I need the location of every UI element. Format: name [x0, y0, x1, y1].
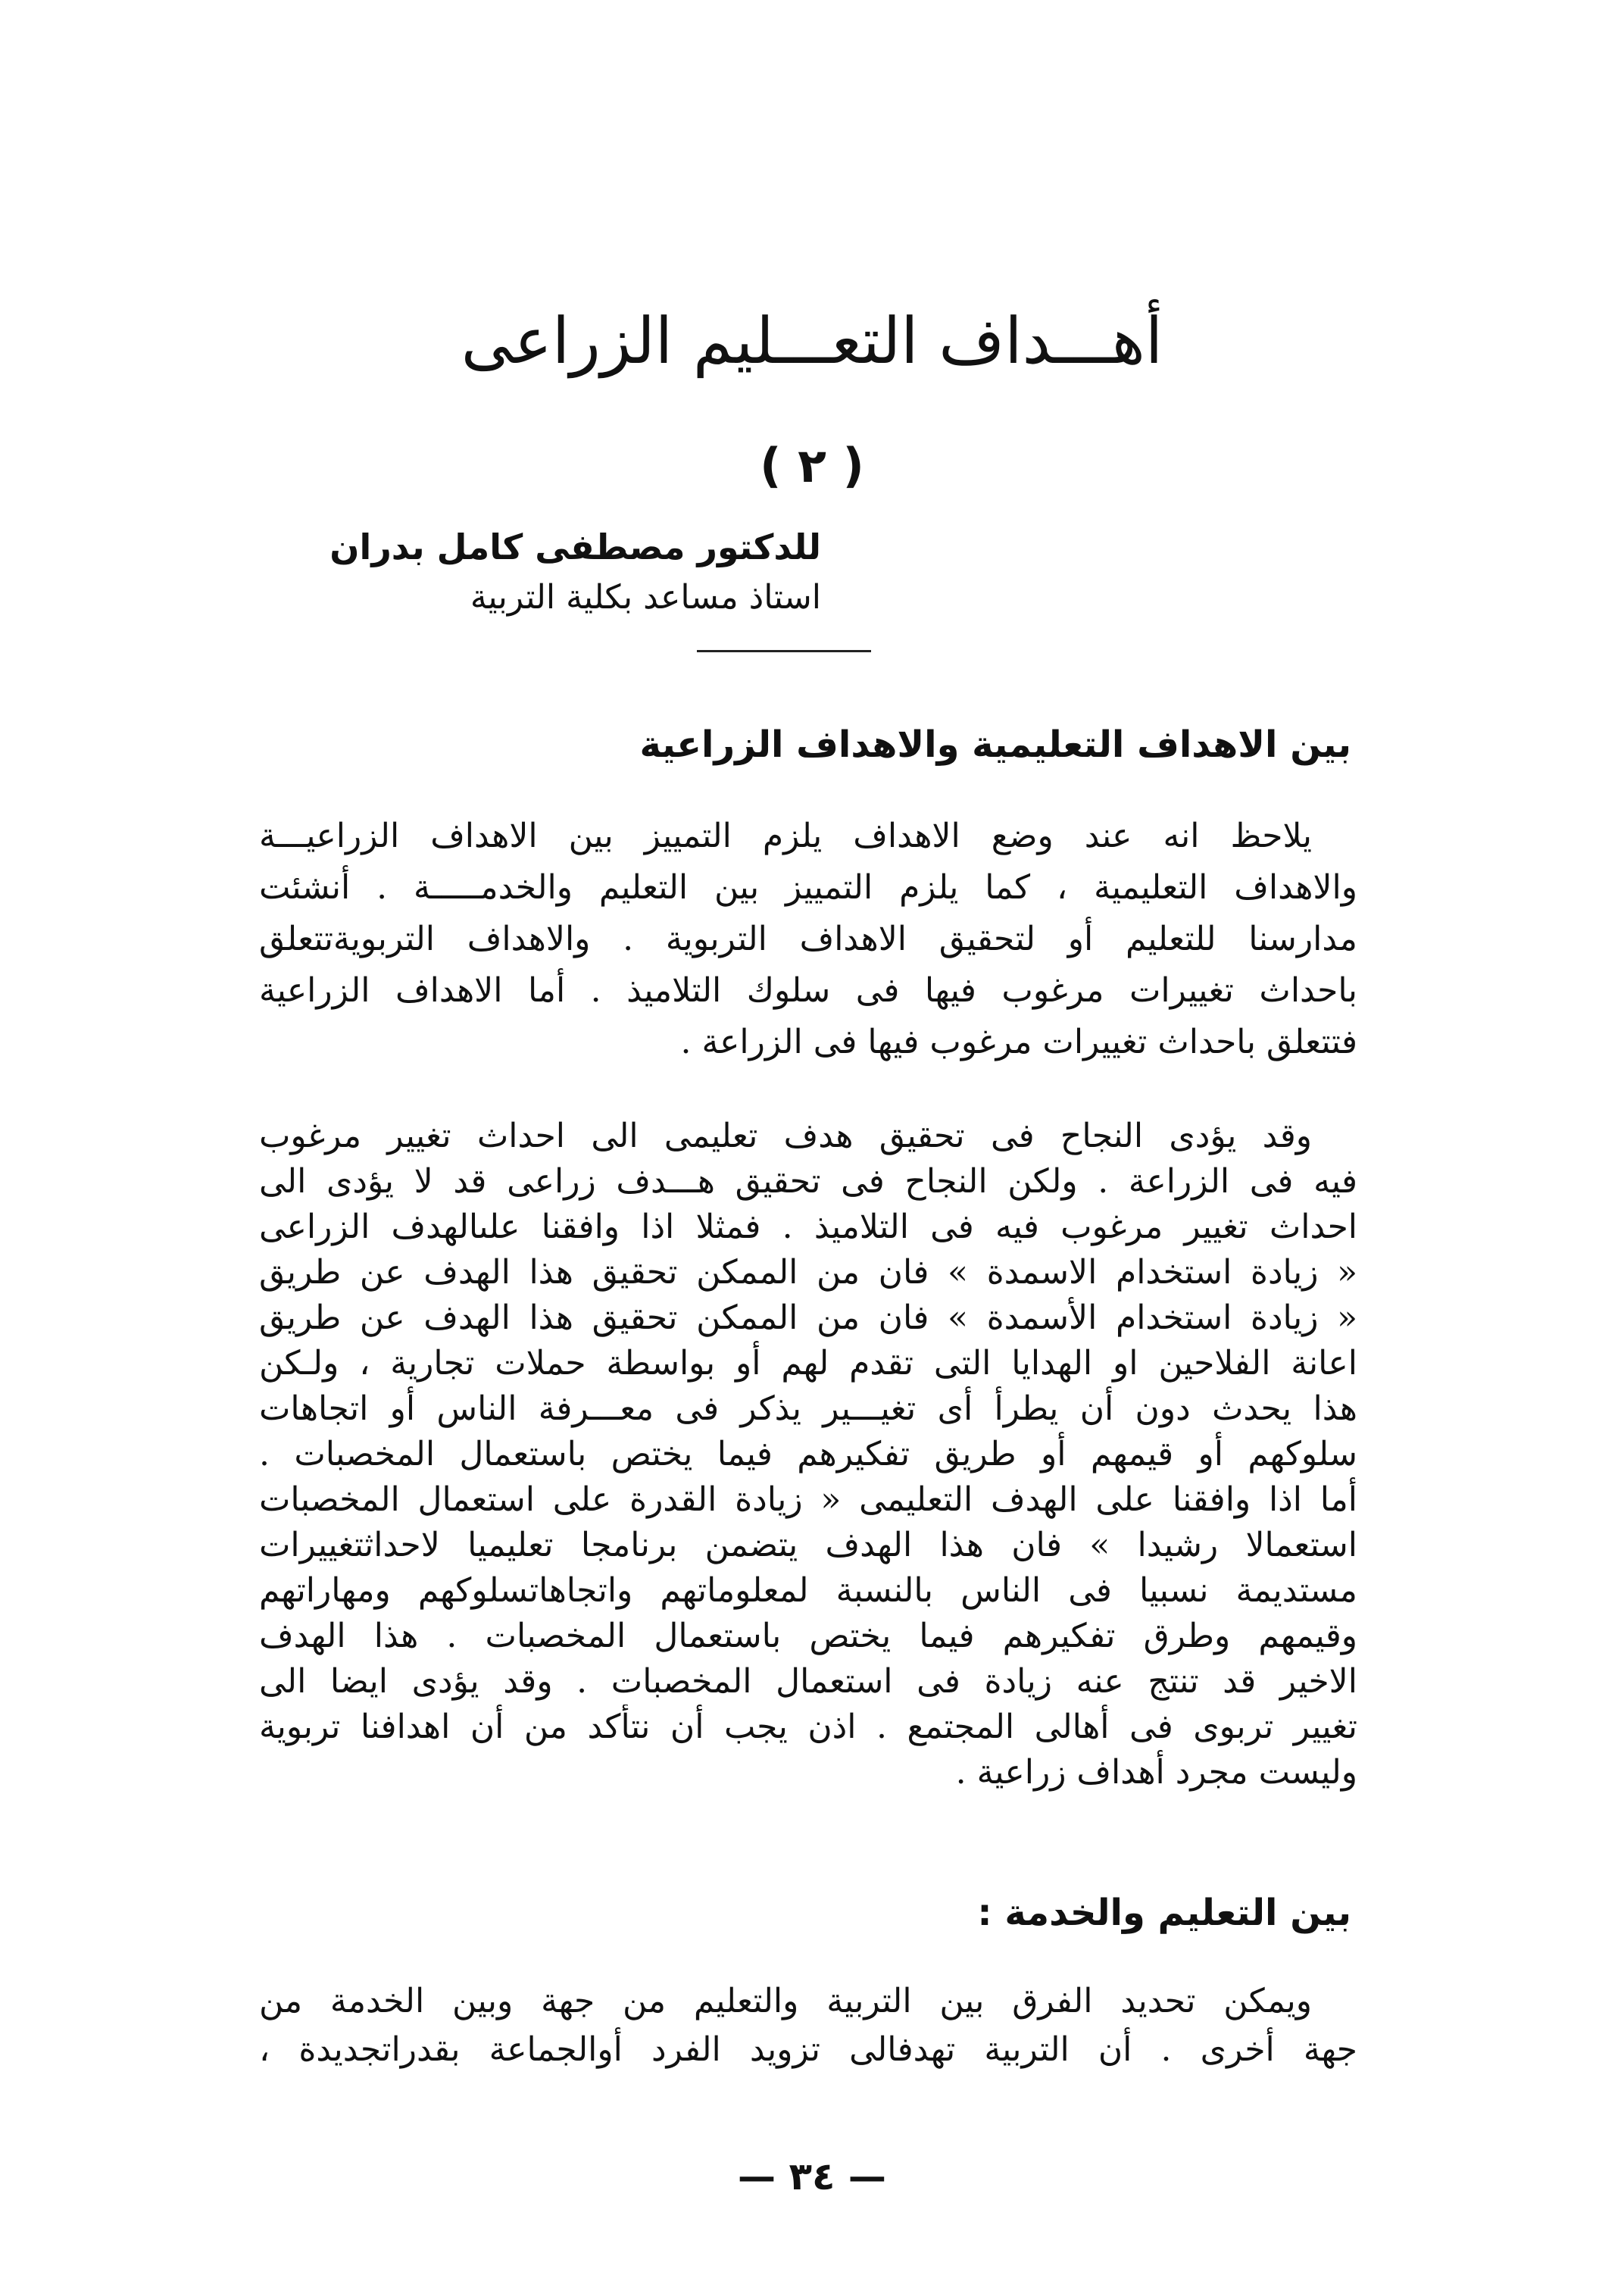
- text-line: يلاحظ انه عند وضع الاهداف يلزم التمييز بين الاهداف الزراعيـــة: [259, 817, 1312, 855]
- text-line: فيه فى الزراعة . ولكن النجاح فى تحقيق هـــدف زراعى قد لا يؤدى الى: [259, 1162, 1357, 1201]
- text-line: فتتعلق باحداث تغييرات مرغوب فيها فى الزراعة .: [680, 1023, 1357, 1061]
- text-line: وليست مجرد أهداف زراعية .: [955, 1753, 1357, 1792]
- text-line: جهة أخرى . أن التربية تهدفالى تزويد الفرد أوالجماعة بقدراتجديدة ،: [259, 2030, 1357, 2069]
- text-line: ويمكن تحديد الفرق بين التربية والتعليم من جهة وبين الخدمة من: [259, 1982, 1312, 2020]
- author-role: استاذ مساعد بكلية التربية: [470, 578, 821, 617]
- text-line: مدارسنا للتعليم أو لتحقيق الاهداف التربوية . والاهداف التربويةتتعلق: [259, 920, 1357, 958]
- text-line: وقد يؤدى النجاح فى تحقيق هدف تعليمى الى احداث تغيير مرغوب: [259, 1117, 1312, 1155]
- text-line: أما اذا وافقنا على الهدف التعليمى « زيادة القدرة على استعمال المخصبات: [259, 1480, 1357, 1519]
- text-line: مستديمة نسبيا فى الناس بالنسبة لمعلوماتهم واتجاهاتسلوكهم ومهاراتهم: [259, 1571, 1357, 1610]
- text-line: والاهداف التعليمية ، كما يلزم التمييز بين التعليم والخدمـــــة . أنشئت: [259, 868, 1357, 907]
- text-line: « زيادة استخدام الاسمدة » فان من الممكن تحقيق هذا الهدف عن طريق: [259, 1253, 1357, 1292]
- paragraph: [259, 811, 1357, 1068]
- paragraph: [259, 1977, 1357, 2074]
- text-line: سلوكهم أو قيمهم أو طريق تفكيرهم فيما يختص باستعمال المخصبات .: [259, 1435, 1357, 1473]
- paragraph: [259, 1114, 1357, 1795]
- text-line: الاخير قد تنتج عنه زيادة فى استعمال المخصبات . وقد يؤدى ايضا الى: [259, 1662, 1357, 1701]
- author-name: للدكتور مصطفى كامل بدران: [329, 527, 821, 567]
- text-line: تغيير تربوى فى أهالى المجتمع . اذن يجب أن نتأكد من أن اهدافنا تربوية: [259, 1708, 1357, 1746]
- section-heading: بين الاهداف التعليمية والاهداف الزراعية: [639, 723, 1351, 766]
- text-line: اعانة الفلاحين او الهدايا التى تقدم لهم أو بواسطة حملات تجارية ، ولـكن: [259, 1344, 1357, 1383]
- page-number: — ٣٤ —: [738, 2155, 886, 2198]
- article-title: أهـــداف التعـــليم الزراعى: [461, 304, 1163, 378]
- text-line: احداث تغيير مرغوب فيه فى التلاميذ . فمثلا اذا وافقنا علىالهدف الزراعى: [259, 1208, 1357, 1246]
- text-line: استعمالا رشيدا » فان هذا الهدف يتضمن برنامجا تعليميا لاحداثتغييرات: [259, 1526, 1357, 1564]
- part-number: ( ٢ ): [760, 438, 864, 493]
- text-line: باحداث تغييرات مرغوب فيها فى سلوك التلاميذ . أما الاهداف الزراعية: [259, 971, 1357, 1010]
- text-line: وقيمهم وطرق تفكيرهم فيما يختص باستعمال المخصبات . هذا الهدف: [259, 1617, 1357, 1655]
- text-line: هذا يحدث دون أن يطرأ أى تغيـــير يذكر فى معـــرفة الناس أو اتجاهات: [259, 1389, 1357, 1428]
- separator-rule: [697, 650, 871, 652]
- text-line: « زيادة استخدام الأسمدة » فان من الممكن تحقيق هذا الهدف عن طريق: [259, 1298, 1357, 1337]
- section-heading: بين التعليم والخدمة :: [977, 1892, 1351, 1934]
